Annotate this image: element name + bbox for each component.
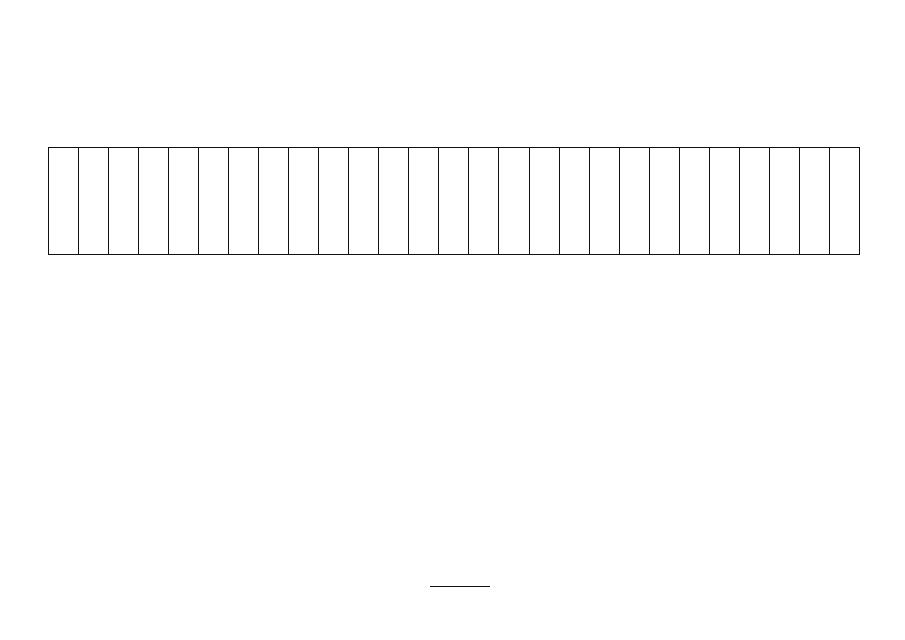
financial-table [48,147,860,570]
table-header-cell [199,148,229,255]
table-header-cell [619,148,649,255]
footer-rule [430,586,490,587]
table-header-cell [529,148,559,255]
table-header-cell [109,148,139,255]
table-header-cell [49,148,79,255]
table-header-cell [259,148,289,255]
table-header-cell [739,148,769,255]
table-header-cell [289,148,319,255]
table-header-cell [799,148,829,255]
table-body [49,255,860,570]
approval-block [680,58,880,62]
table-header-cell [439,148,469,255]
table-header-cell [499,148,529,255]
table-header-cell [589,148,619,255]
table-header-cell [79,148,109,255]
table-header-cell [379,148,409,255]
table-header-cell [349,148,379,255]
table-header-cell [229,148,259,255]
table-header-cell [679,148,709,255]
table-header [49,148,860,255]
table [48,147,860,570]
table-header-cell [559,148,589,255]
table-header-cell [169,148,199,255]
table-header-cell [829,148,859,255]
table-header-cell [409,148,439,255]
table-header-cell [649,148,679,255]
table-header-cell [139,148,169,255]
table-header-row [49,148,860,255]
table-header-cell [319,148,349,255]
table-header-cell [709,148,739,255]
table-header-cell [769,148,799,255]
table-header-cell [469,148,499,255]
